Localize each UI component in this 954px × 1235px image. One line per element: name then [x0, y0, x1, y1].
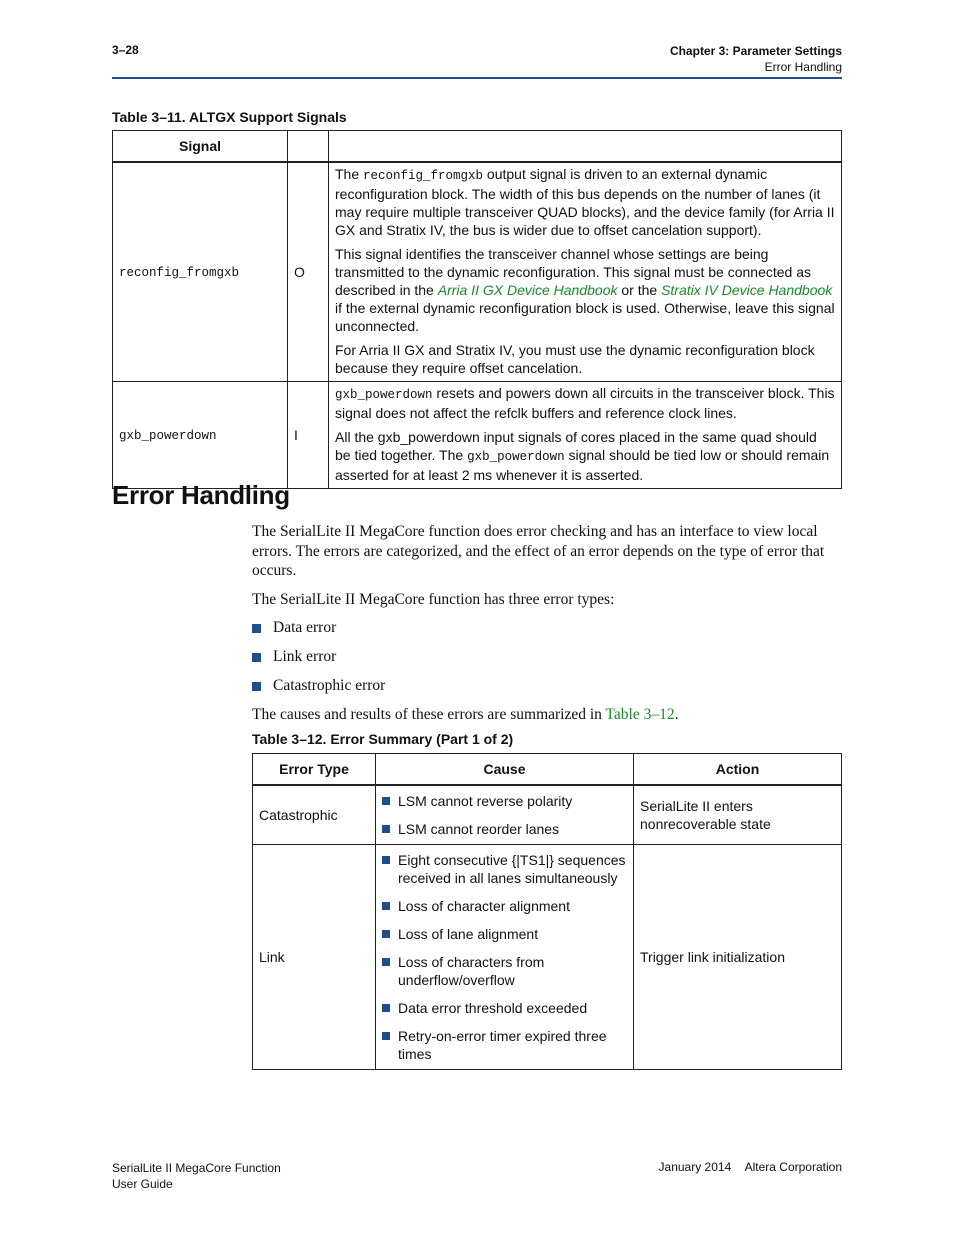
list-item: Catastrophic error — [252, 676, 842, 696]
table-row — [113, 162, 842, 382]
bullet-icon — [382, 1004, 390, 1012]
list-item: Eight consecutive {|TS1|} sequences received in all lanes simultaneously — [382, 849, 627, 889]
section-heading: Error Handling — [112, 480, 290, 510]
footer-date: January 2014 — [658, 1160, 732, 1174]
table-3-12-caption: Table 3–12. Error Summary (Part 1 of 2) — [252, 731, 514, 747]
bullet-icon — [382, 958, 390, 966]
list-item: Data error — [252, 618, 842, 638]
description-paragraph: This signal identifies the transceiver channel whose settings are being transmitted to the dynamic reconfiguration. This signal must be connected as described in the Arria II GX Device Handbook or the Stratix IV Device Handbook if the external dynamic reconfiguration block is used. Otherwise, leave this signal unconnected. — [335, 246, 835, 334]
error-type-cell: Catastrophic — [253, 785, 376, 845]
cause-cell — [376, 845, 634, 1070]
direction-cell: I — [288, 382, 329, 489]
footer-doc-title: SerialLite II MegaCore Function — [112, 1161, 281, 1175]
description-cell — [329, 382, 842, 489]
bullet-icon — [382, 1032, 390, 1040]
table-header-row — [113, 131, 842, 163]
section-title: Error Handling — [764, 60, 842, 74]
summary-paragraph: The causes and results of these errors are summarized in Table 3–12. — [252, 706, 679, 723]
signal-name-cell: reconfig_fromgxb — [113, 162, 288, 382]
running-header — [670, 43, 842, 75]
list-item: Link error — [252, 647, 842, 667]
bullet-icon — [382, 797, 390, 805]
bullet-icon — [382, 930, 390, 938]
bullet-icon — [382, 856, 390, 864]
list-item: Loss of character alignment — [382, 895, 627, 917]
action-cell: SerialLite II enters nonrecoverable state — [634, 785, 842, 845]
bullet-icon — [252, 682, 261, 691]
description-paragraph: All the gxb_powerdown input signals of cores placed in the same quad should be tied together. The gxb_powerdown signal should be tied low or should remain asserted for at least 2 ms whenever it is asserted. — [335, 429, 830, 483]
col-header-error-type: Error Type — [253, 754, 376, 786]
error-type-cell: Link — [253, 845, 376, 1070]
table-row — [113, 382, 842, 489]
page-number: 3–28 — [112, 43, 139, 57]
col-header-direction — [288, 131, 329, 163]
list-item: LSM cannot reorder lanes — [382, 818, 627, 840]
footer-meta — [659, 1160, 842, 1174]
signal-name-cell: gxb_powerdown — [113, 382, 288, 489]
list-item: Retry-on-error timer expired three times — [382, 1025, 627, 1065]
arria-handbook-link[interactable]: Arria II GX Device Handbook — [437, 282, 618, 298]
table-3-12-link[interactable]: Table 3–12 — [605, 706, 675, 723]
stratix-handbook-link[interactable]: Stratix IV Device Handbook — [661, 282, 833, 298]
cause-cell — [376, 785, 634, 845]
table-header-row — [253, 754, 842, 786]
error-types-list — [252, 618, 842, 696]
direction-cell: O — [288, 162, 329, 382]
bullet-icon — [252, 624, 261, 633]
description-paragraph: gxb_powerdown resets and powers down all circuits in the transceiver block. This signal does not affect the refclk buffers and reference clock lines. — [335, 385, 835, 421]
intro-paragraph: The SerialLite II MegaCore function does error checking and has an interface to view local errors. The errors are categorized, and the effect of an error depends on the type of error that occurs. — [252, 523, 825, 579]
col-header-cause: Cause — [376, 754, 634, 786]
col-header-action: Action — [634, 754, 842, 786]
list-item: Loss of lane alignment — [382, 923, 627, 945]
table-3-11-caption: Table 3–11. ALTGX Support Signals — [112, 109, 347, 125]
table-row — [253, 845, 842, 1070]
col-header-signal: Signal — [113, 131, 288, 163]
bullet-icon — [382, 825, 390, 833]
bullet-icon — [252, 653, 261, 662]
footer-doc-subtitle: User Guide — [112, 1177, 173, 1191]
list-item: Data error threshold exceeded — [382, 997, 627, 1019]
list-item: Loss of characters from underflow/overflow — [382, 951, 627, 991]
error-summary-table — [252, 753, 842, 1070]
list-item: LSM cannot reverse polarity — [382, 790, 627, 812]
description-paragraph: The reconfig_fromgxb output signal is driven to an external dynamic reconfiguration block. The width of this bus depends on the number of lanes (it may require multiple transceiver QUAD blocks), and the device family (for Arria II GX and Stratix IV, the bus is wider due to offset cancelation support). — [335, 166, 835, 238]
header-rule — [112, 77, 842, 79]
footer-document — [112, 1160, 281, 1192]
table-row — [253, 785, 842, 845]
action-cell: Trigger link initialization — [634, 845, 842, 1070]
bullet-icon — [382, 902, 390, 910]
col-header-description — [329, 131, 842, 163]
description-paragraph: For Arria II GX and Stratix IV, you must use the dynamic reconfiguration block because they require offset cancelation. — [335, 342, 815, 376]
description-cell — [329, 162, 842, 382]
footer-company: Altera Corporation — [744, 1160, 842, 1174]
error-types-lead: The SerialLite II MegaCore function has three error types: — [252, 591, 615, 608]
altgx-support-signals-table — [112, 130, 842, 489]
chapter-title: Chapter 3: Parameter Settings — [669, 44, 842, 58]
